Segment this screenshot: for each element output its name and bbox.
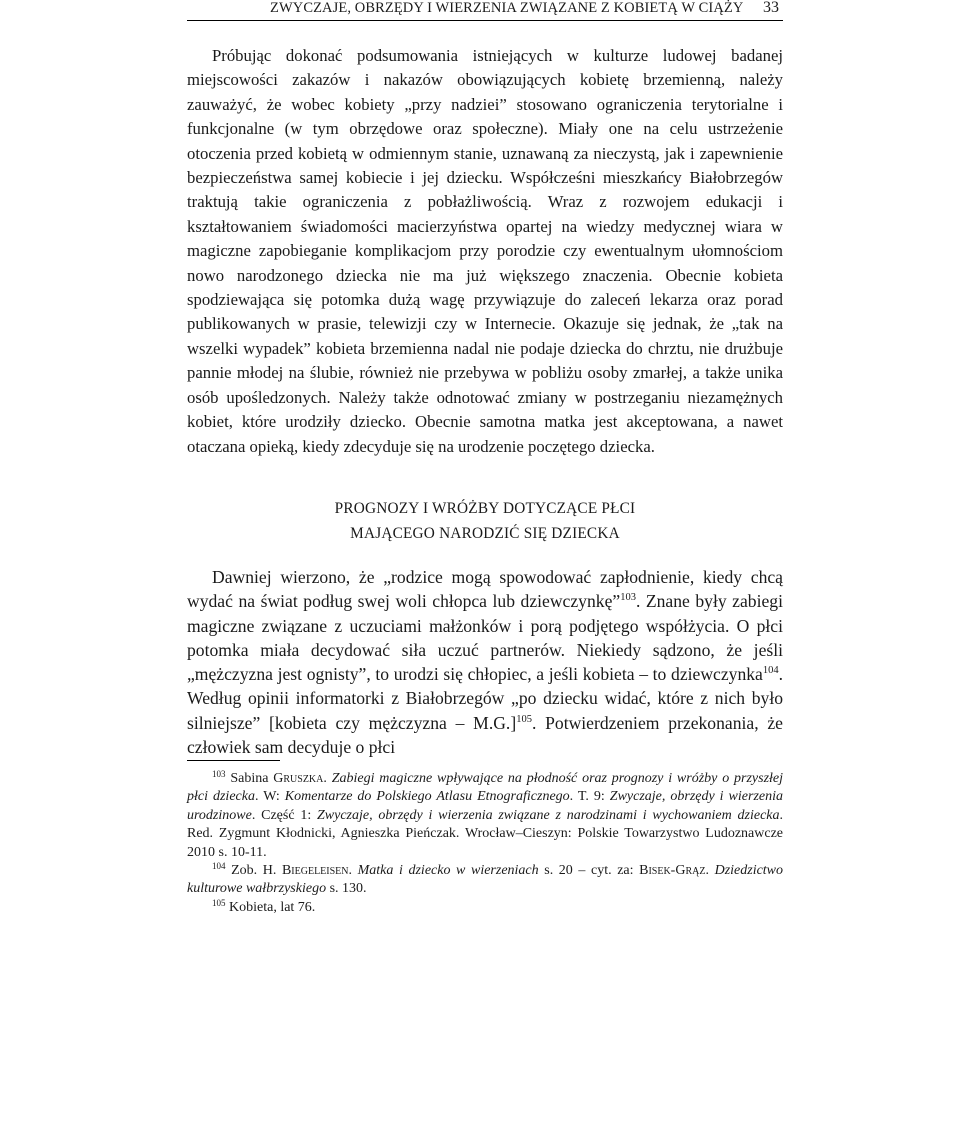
footnote-105 bbox=[187, 899, 783, 917]
running-header-title: ZWYCZAJE, OBRZĘDY I WIERZENIA ZWIĄZANE Z KOBIETĄ W CIĄŻY bbox=[270, 0, 744, 16]
paragraph-summary-part2: Miały one na celu ustrzeżenie otoczenia przed kobietą w odmiennym stanie, uznawaną za nieczystą, jak i zapewnienie bezpieczeństwa samej kobiecie i jej dziecku. Współcześni mieszkańcy Białobrzegów traktują takie ograniczenia z pobłażliwością. bbox=[187, 119, 784, 212]
paragraph-prognosis-seg4: . Potwierdzeniem przekonania, że człowiek sam decyduje o płci bbox=[187, 712, 783, 758]
footnote-103-title: Zabiegi magiczne wpływające na płodność oraz prognozy i wróżby o przyszłej płci dziecka bbox=[187, 771, 784, 805]
footnote-104-author: Biegeleisen bbox=[281, 863, 349, 879]
running-header bbox=[187, 0, 783, 21]
page-number: 33 bbox=[763, 0, 779, 16]
footnote-104-author2: Bisek-Grąz bbox=[639, 863, 706, 879]
footnote-103-rest: . Red. Zygmunt Kłodnicki, Agnieszka Pieńczak. Wrocław–Cieszyn: Polskie Towarzystwo Ludoznawcze 2010 s. 10-11. bbox=[187, 807, 783, 860]
footnote-number-104: 104 bbox=[212, 861, 226, 872]
footnote-ref-105[interactable]: 105 bbox=[516, 713, 532, 725]
footnote-103-author-last: Gruszka bbox=[273, 771, 324, 786]
footnote-divider bbox=[187, 760, 280, 761]
footnote-104-mid: s. 20 – cyt. za: bbox=[538, 863, 640, 879]
section-paragraph bbox=[187, 565, 783, 759]
footnote-104-sep2: . bbox=[705, 863, 715, 879]
paragraph-prognosis-seg3: . Według opinii informatorki z Białobrzegów „po dziecku widać, które z nich było silniejsze” [kobieta czy mężczyzna – M.G.] bbox=[187, 664, 783, 733]
paragraph-prognosis-seg2: . Znane były zabiegi magiczne związane z uczuciami małżonków i porą podjętego współżycia. O płci potomka miała decydować siła uczuć partnerów. Niekiedy sądzono, że jeśli „mężczyzna jest ognisty”, to urodzi się chłopiec, a jeśli kobieta – to dziewczynka bbox=[187, 591, 783, 685]
footnote-103 bbox=[187, 770, 783, 862]
footnote-104-title: Matka i dziecko w wierzeniach bbox=[357, 863, 539, 879]
paragraph-summary-part3: Wraz z rozwojem edukacji i kształtowaniem świadomości macierzyństwa opartej na wiedzy medycznej wiara w magiczne zapobieganie komplikacjom przy porodzie czy ewentualnym ułomnościom nowo narodzonego dziecka nie ma już większego znaczenia. Obecnie kobieta spodziewająca się potomka dużą wagę przywiązuje do zaleceń lekarza oraz porad publikowanych w prasie, telewizji czy w Internecie. Okazuje się jednak, że „tak na wszelki wypadek” kobieta brzemienna nadal nie podaje dziecka do chrztu, nie drużbuje pannie młodej na ślubie, również nie przebywa w pobliżu osoby zmarłej, a także unika osób upośledzonych. Należy także odnotować zmiany w postrzeganiu niezamężnych kobiet, które urodziły dziecko. Obecnie samotna matka jest akceptowana, a nawet otaczana opieką, kiedy zdecyduje się na urodzenie poczętego dziecka. bbox=[187, 192, 783, 456]
paragraph-summary-part1: Próbując dokonać podsumowania istniejących w kulturze ludowej badanej miejscowości zakazów i nakazów obowiązujących kobietę brzemienną, należy zauważyć, że wobec kobiety „przy nadziei” stosowano ograniczenia terytorialne i funkcjonalne (w tym obrzędowe oraz społeczne). bbox=[187, 46, 783, 139]
section-heading-line2: MAJĄCEGO NARODZIĆ SIĘ DZIECKA bbox=[350, 524, 620, 542]
footnote-104 bbox=[187, 862, 783, 899]
footnote-103-author-first: Sabina bbox=[230, 771, 274, 786]
paragraph-summary bbox=[187, 44, 783, 459]
footnote-number-103: 103 bbox=[212, 769, 226, 779]
footnote-ref-103[interactable]: 103 bbox=[620, 592, 636, 604]
main-paragraph bbox=[187, 44, 783, 459]
footnote-104-end: s. 130. bbox=[326, 881, 367, 897]
section-heading bbox=[187, 497, 783, 546]
footnote-104-prefix: Zob. H. bbox=[231, 863, 282, 879]
footnotes bbox=[187, 770, 783, 917]
footnote-103-volume: Zwyczaje, obrzędy i wierzenia urodzinowe bbox=[187, 789, 783, 823]
footnote-103-sep3: . T. 9: bbox=[569, 789, 610, 805]
paragraph-prognosis-seg1: Dawniej wierzono, że „rodzice mogą spowodować zapłodnienie, kiedy chcą wydać na świat podług swej woli chłopca lub dziewczynkę” bbox=[187, 567, 783, 612]
footnote-104-sep1: . bbox=[348, 863, 358, 879]
footnote-103-sep4: . Część 1: bbox=[251, 807, 317, 823]
footnote-103-sep2: . W: bbox=[254, 789, 285, 805]
footnote-103-sep1: . bbox=[323, 771, 332, 786]
footnote-103-book: Komentarze do Polskiego Atlasu Etnograficznego bbox=[284, 789, 570, 805]
footnote-number-105: 105 bbox=[212, 897, 226, 908]
paragraph-prognosis bbox=[187, 565, 783, 759]
footnote-ref-104[interactable]: 104 bbox=[762, 665, 779, 677]
footnote-105-text: Kobieta, lat 76. bbox=[229, 899, 316, 915]
section-heading-line1: PROGNOZY I WRÓŻBY DOTYCZĄCE PŁCI bbox=[334, 500, 636, 517]
footnote-103-part: Zwyczaje, obrzędy i wierzenia związane z narodzinami i wychowaniem dziecka bbox=[316, 807, 780, 823]
footnote-104-title2: Dziedzictwo kulturowe wałbrzyskiego bbox=[187, 863, 784, 897]
